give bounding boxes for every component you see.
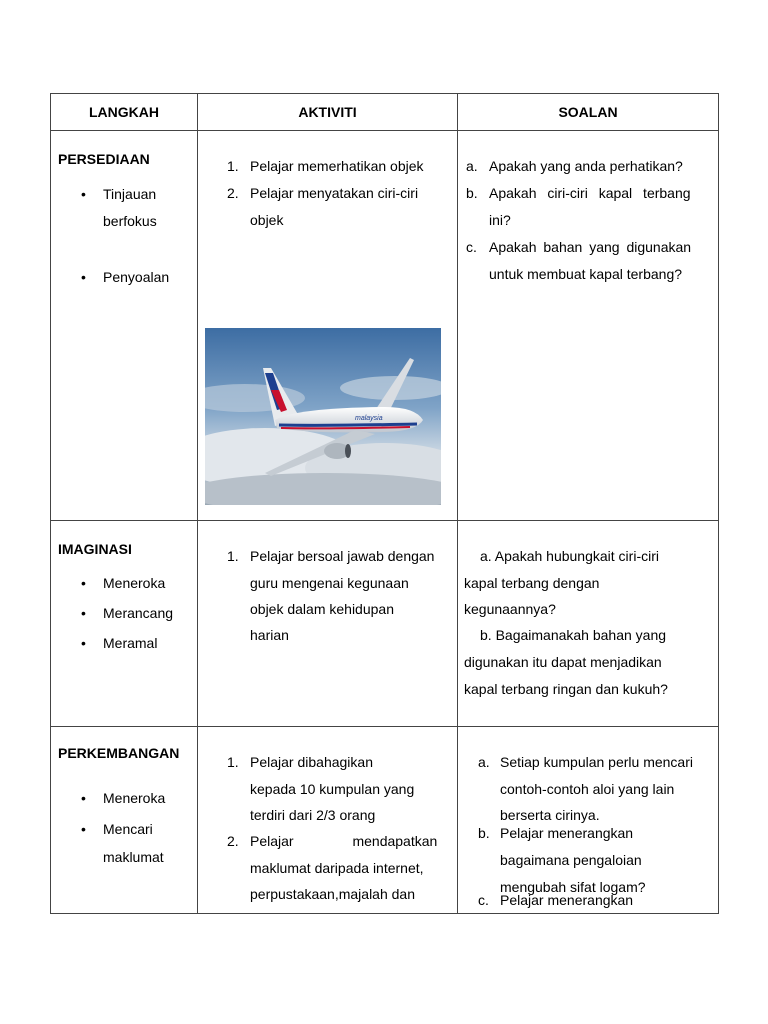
bullet-item: • Mencari [103, 816, 153, 843]
bullet-item: • Meneroka [103, 570, 165, 597]
activity-line: Pelajar dibahagikan [250, 754, 373, 770]
activity-number: 1. [227, 548, 239, 564]
question-line: mengubah sifat logam? [500, 879, 646, 895]
activity-number: 2. [227, 185, 239, 201]
bullet-item: • Meneroka [103, 785, 165, 812]
question-line: untuk membuat kapal terbang? [489, 266, 683, 282]
soalan-cell [458, 131, 719, 521]
langkah-cell [51, 131, 198, 521]
activity-line: objek dalam kehidupan [250, 601, 394, 617]
header-aktiviti: AKTIVITI [198, 94, 458, 131]
activity-number: 1. [227, 158, 239, 174]
row-perkembangan [51, 727, 719, 914]
row-imaginasi [51, 521, 719, 727]
step-title: PERSEDIAAN [58, 151, 150, 167]
bullet-item: • Merancang [103, 600, 173, 627]
question-label: c. [466, 239, 477, 255]
lesson-table [50, 93, 719, 914]
question-line: a. Apakah hubungkait ciri-ciri [480, 548, 659, 564]
bullet-item: • Tinjauan [103, 181, 156, 208]
question-line: kapal terbang dengan [464, 575, 600, 591]
activity-line: maklumat daripada internet, [250, 860, 424, 876]
aktiviti-cell [198, 521, 458, 727]
step-title: PERKEMBANGAN [58, 745, 180, 761]
bullet-item-cont: berfokus [103, 213, 157, 229]
bullet-item: • Penyoalan [103, 264, 169, 291]
activity-line: Pelajar memerhatikan objek [250, 158, 424, 174]
header-row [51, 94, 719, 131]
bullet-item: • Meramal [103, 630, 157, 657]
activity-line: kepada 10 kumpulan yang [250, 781, 415, 797]
question-line: Pelajar menerangkan [500, 825, 634, 841]
langkah-cell [51, 521, 198, 727]
question-label: b. [478, 825, 490, 841]
question-line: kapal terbang ringan dan kukuh? [464, 681, 668, 697]
question-line: bagaimana pengaloian [500, 852, 642, 868]
question-line: Apakah bahan yang digunakan [489, 239, 692, 255]
aktiviti-cell [198, 727, 458, 914]
activity-line: Pelajar bersoal jawab dengan [250, 548, 435, 564]
activity-line: objek [250, 212, 284, 228]
question-line: b. Bagaimanakah bahan yang [480, 627, 667, 643]
activity-number: 2. [227, 833, 239, 849]
step-title: IMAGINASI [58, 541, 132, 557]
activity-line: harian [250, 627, 289, 643]
airline-logo-text: malaysia [355, 415, 383, 422]
activity-line: perpustakaan,majalah dan [250, 886, 416, 902]
question-line: ini? [489, 212, 511, 228]
soalan-cell [458, 727, 719, 914]
question-line: digunakan itu dapat menjadikan [464, 654, 662, 670]
activity-number: 1. [227, 754, 239, 770]
activity-line: Pelajar menyatakan ciri-ciri [250, 185, 419, 201]
langkah-cell [51, 727, 198, 914]
question-label: c. [478, 892, 489, 908]
bullet-item-cont: maklumat [103, 849, 164, 865]
row-persediaan [51, 131, 719, 521]
question-line: Pelajar menerangkan [500, 892, 634, 908]
question-line: kegunaannya? [464, 601, 556, 617]
airplane-image [205, 328, 441, 505]
activity-line: terdiri dari 2/3 orang [250, 807, 376, 823]
soalan-cell [458, 521, 719, 727]
question-line: contoh-contoh aloi yang lain [500, 781, 675, 797]
header-langkah: LANGKAH [51, 94, 198, 131]
question-label: a. [478, 754, 490, 770]
question-label: a. [466, 158, 478, 174]
question-label: b. [466, 185, 478, 201]
question-line: berserta cirinya. [500, 807, 600, 823]
activity-line: Pelajar mendapatkan [250, 833, 438, 849]
aktiviti-cell [198, 131, 458, 521]
question-line: Setiap kumpulan perlu mencari [500, 754, 693, 770]
activity-line: guru mengenai kegunaan [250, 575, 409, 591]
header-soalan: SOALAN [458, 94, 719, 131]
question-line: Apakah ciri-ciri kapal terbang [489, 185, 691, 201]
question-line: Apakah yang anda perhatikan? [489, 158, 683, 174]
